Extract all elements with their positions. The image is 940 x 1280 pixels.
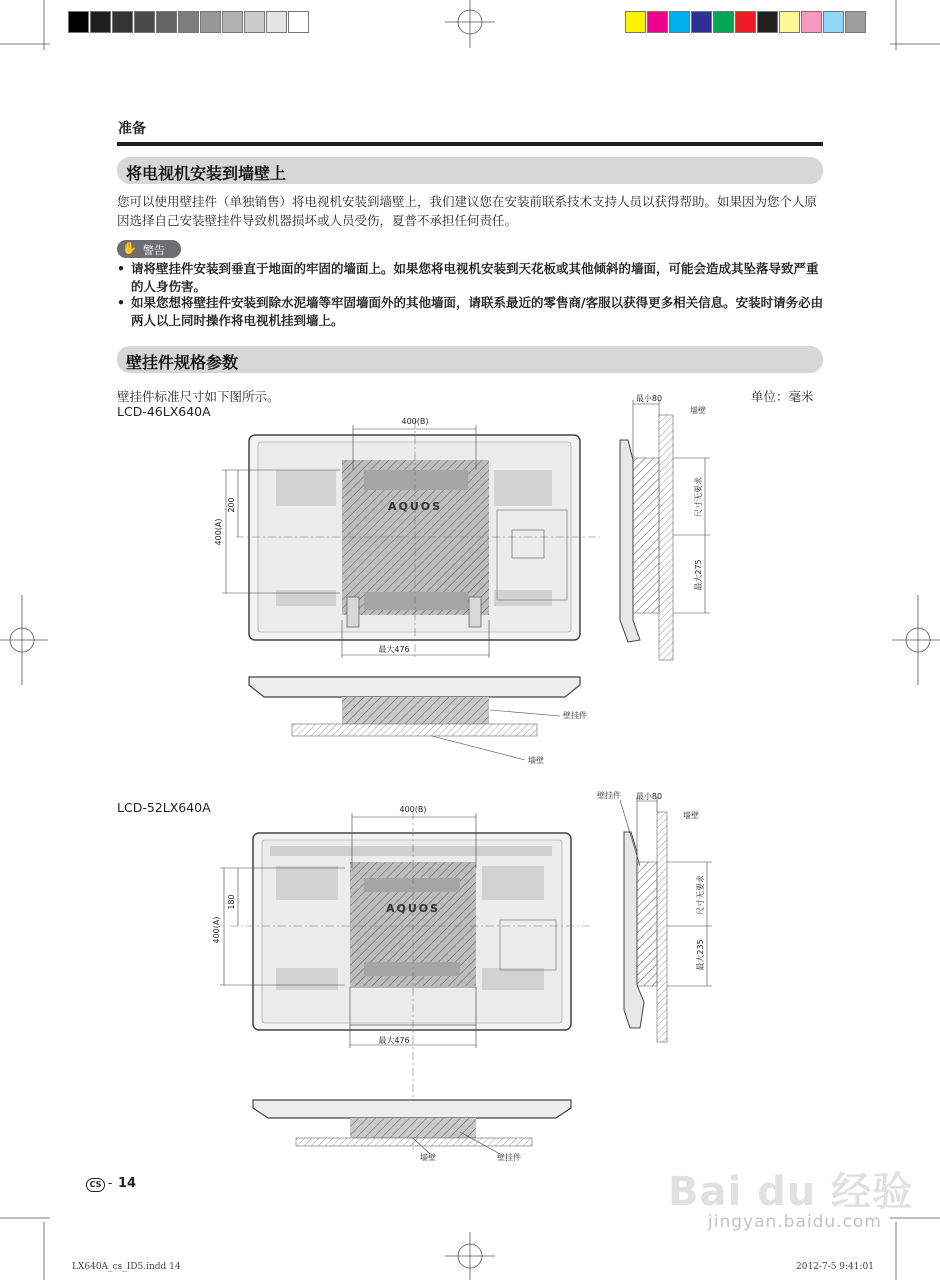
hand-icon: ✋: [122, 241, 137, 255]
tv1-dim-left-outer: 400(A): [214, 518, 223, 546]
tv2-side-bracket: 壁挂件: [597, 791, 621, 800]
tv2-side-min: 最小80: [635, 792, 663, 801]
tv1-side-max: 最大275: [694, 559, 703, 591]
warning-label: 警告: [143, 244, 165, 257]
tv2-side-free: 尺寸无要求: [696, 875, 705, 915]
tv2-bottom-view: [253, 1100, 571, 1162]
bullet-text: 请将壁挂件安装到垂直于地面的牢固的墙面上。如果您将电视机安装到天花板或其他倾斜的墙面，可能会造成其坠落导致严重的人身伤害。: [131, 261, 819, 294]
section1-intro: 您可以使用壁挂件（单独销售）将电视机安装到墙壁上，我们建议您在安装前联系技术支持人员以获得帮助。如果因为您个人原因选择自己安装壁挂件导致机器损坏或人员受伤，夏普不承担任何责任。: [117, 194, 818, 228]
unit-label: 单位：毫米: [751, 389, 814, 404]
tv1-side-view: [620, 393, 710, 660]
tv2-side-wall: 墙壁: [683, 811, 699, 820]
tv1-side-wall: 墙壁: [690, 406, 706, 415]
section1-title: 将电视机安装到墙壁上: [126, 164, 287, 183]
page-dash: -: [108, 1176, 113, 1190]
section2-title: 壁挂件规格参数: [126, 353, 239, 372]
tv1-bottom-wall: 墙壁: [528, 756, 544, 765]
bullet-text: 如果您想将壁挂件安装到除水泥墙等牢固墙面外的其他墙面，请联系最近的零售商/客服以获得更多相关信息。安装时请务必由两人以上同时操作将电视机挂到墙上。: [131, 295, 824, 328]
tv1-brand: AQUOS: [387, 500, 443, 513]
watermark-url: jingyan.baidu.com: [708, 1212, 882, 1232]
tv1-dim-bottom: 最大476: [378, 645, 410, 654]
footer-file: LX640A_cs_ID5.indd 14: [72, 1262, 181, 1272]
footer-timestamp: 2012-7-5 9:41:01: [796, 1262, 874, 1272]
watermark-brand: Bai du 经验: [668, 1169, 914, 1215]
warning-bullet-2: • 如果您想将壁挂件安装到除水泥墙等牢固墙面外的其他墙面，请联系最近的零售商/客服以获得更多相关信息。安装时请务必由两人以上同时操作将电视机挂到墙上。: [117, 294, 829, 330]
language-badge: CS: [86, 1178, 105, 1192]
tv1-bottom-view: [249, 677, 587, 765]
tv2-dim-top: 400(B): [399, 805, 427, 814]
tv1-bottom-bracket: 壁挂件: [563, 711, 587, 720]
tv2-dim-left-outer: 400(A): [212, 916, 221, 944]
tv2-side-max: 最大235: [696, 939, 705, 971]
model-1-label: LCD-46LX640A: [117, 404, 211, 419]
tv2-bottom-wall: 墙壁: [420, 1153, 436, 1162]
tv1-back-view: [214, 417, 600, 660]
tv1-side-free: 尺寸无要求: [694, 477, 703, 517]
tv2-side-view: [597, 790, 712, 1042]
model-2-label: LCD-52LX640A: [117, 800, 211, 815]
tv2-dim-left-inner: 180: [227, 894, 236, 910]
tv2-dim-bottom: 最大476: [378, 1036, 410, 1045]
tv2-brand: AQUOS: [385, 902, 441, 915]
tv2-bottom-bracket: 壁挂件: [497, 1153, 521, 1162]
tv1-side-min: 最小80: [635, 394, 663, 403]
tv1-dim-top: 400(B): [401, 417, 429, 426]
section-label: 准备: [118, 121, 146, 137]
tv2-back-view: [212, 805, 590, 1150]
tv1-dim-left-inner: 200: [227, 497, 236, 513]
page-number: 14: [118, 1176, 137, 1191]
warning-bullet-1: • 请将壁挂件安装到垂直于地面的牢固的墙面上。如果您将电视机安装到天花板或其他倾斜的墙面，可能会造成其坠落导致严重的人身伤害。: [117, 260, 829, 296]
section2-intro: 壁挂件标准尺寸如下图所示。: [117, 389, 280, 404]
